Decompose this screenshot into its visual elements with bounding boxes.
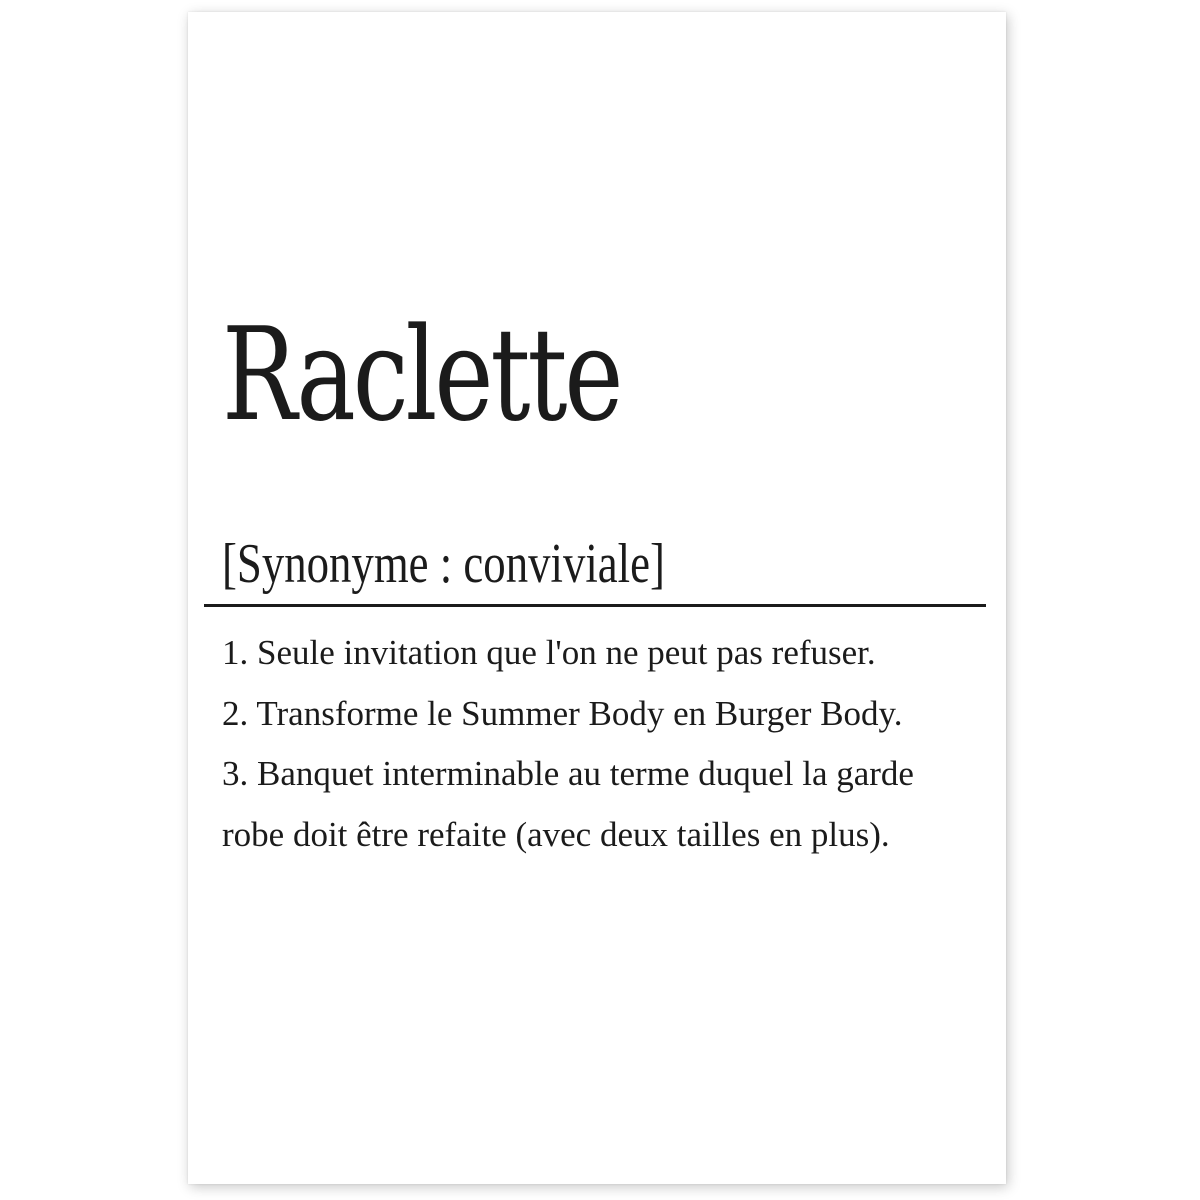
definition-list: [222, 623, 982, 865]
definition-item: 3. Banquet interminable au terme duquel la garde robe doit être refaite (avec deux tailles en plus).: [222, 754, 914, 854]
definition-item: 2. Transforme le Summer Body en Burger Body.: [222, 693, 903, 733]
definition-poster: [188, 12, 1006, 1184]
synonym-line: [Synonyme : conviviale]: [222, 533, 665, 595]
definition-item: 1. Seule invitation que l'on ne peut pas refuser.: [222, 633, 876, 672]
poster-title: Raclette: [222, 301, 621, 450]
divider-rule: [204, 604, 986, 607]
